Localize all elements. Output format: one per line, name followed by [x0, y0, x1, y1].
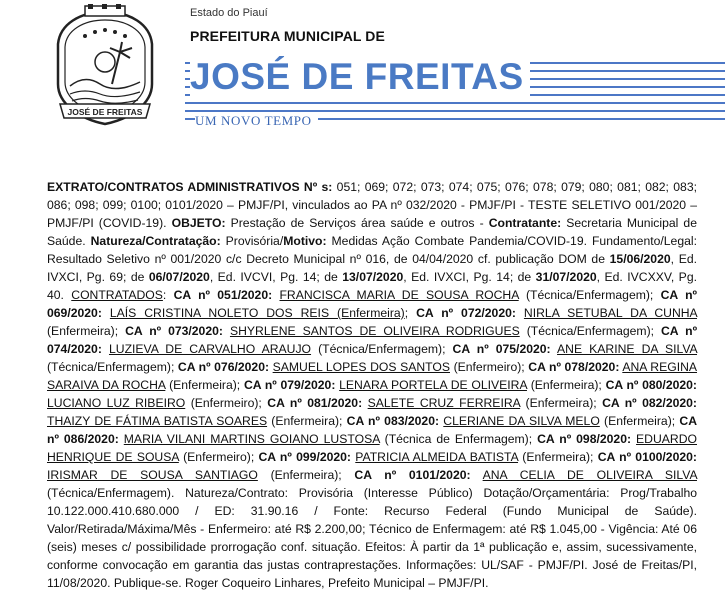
text-span: (Técnica/Enfermagem). Natureza/Contrato: Provisória (Interesse Público) Dotação/Orçamentária: Prog/Trabalho 10.122.000.410.680.000 / ED: 31.90.16 / Fonte: Recurso Federal (Fundo Municipal de Saúde). Valor/Retirada/Máxima/Mês - Enfermeiro: até R$ 2.200,00; Técnico de Enfermagem: até R$ 1.045,00 - Vigência: Até 06 (seis) meses c/ possibilidade prorrogação conf. situação. Efeitos: À partir da 1ª publicação e, assim, sucessivamente, conforme convocação em garantia das justas contraprestações. Informações: UL/SAF - PMJF/PI. José de Freitas/PI, 11/08/2020. Publique-se. Roger Coqueiro Linhares, Prefeito Municipal – PMJF/PI.	[47, 486, 697, 590]
contract-number: CA nº 099/2020:	[258, 450, 351, 464]
contract-extract-text	[47, 178, 697, 592]
date-bold: 13/07/2020	[342, 270, 404, 284]
contract-number: CA nº 081/2020:	[267, 396, 363, 410]
contractor-name: NIRLA SETUBAL DA CUNHA	[523, 306, 698, 320]
text-span: Provisória/	[220, 234, 284, 248]
date-bold: 31/07/2020	[535, 270, 597, 284]
date-bold: 15/06/2020	[609, 252, 671, 266]
text-span: (Enfermeira);	[526, 378, 606, 392]
contract-number: CA nº 0101/2020:	[354, 468, 471, 482]
contractor-name: ANA REGINA SARAIVA DA ROCHA	[47, 360, 698, 392]
contractor-name: LUZIEVA DE CARVALHO ARAUJO	[108, 342, 312, 356]
municipal-seal-icon	[50, 4, 160, 129]
contractor-name: ANA CELIA DE OLIVEIRA SILVA	[482, 468, 697, 482]
contract-number: CA nº 086/2020:	[47, 414, 697, 446]
text-span: , Ed. IVXCI, Pg. 14; de	[403, 270, 536, 284]
text-span: (Enfermeira);	[165, 378, 244, 392]
text-span: (Enfermeiro);	[178, 450, 259, 464]
contractor-name: IRISMAR DE SOUSA SANTIAGO	[47, 468, 258, 482]
prefecture-title: PREFEITURA MUNICIPAL DE	[190, 28, 385, 44]
document-header	[0, 0, 725, 150]
state-name: Estado do Piauí	[190, 7, 268, 19]
slogan: UM NOVO TEMPO	[195, 113, 318, 129]
label-contratados: CONTRATADOS	[71, 288, 163, 302]
text-span: , Ed. IVCXXV, Pg. 40.	[47, 270, 697, 302]
text-span: (Técnica de Enfermagem);	[379, 432, 538, 446]
text-span: (Técnica/Enfermagem);	[519, 324, 661, 338]
text-span: (Enfermeiro);	[185, 396, 268, 410]
text-span: Medidas Ação Combate Pandemia/COVID-19. Fundamento/Legal: Resultado Seletivo nº 001/2020 c/c Decreto Municipal nº 016, de 04/04/2020 cf. publicação DOM de	[47, 234, 697, 266]
text-span: , Ed. IVCVI, Pg. 14; de	[209, 270, 343, 284]
contract-number: CA nº 080/2020:	[605, 378, 697, 392]
contract-number: CA nº 076/2020:	[177, 360, 270, 374]
text-span	[223, 324, 230, 338]
contract-number: CA nº 075/2020:	[452, 342, 551, 356]
text-span: (Enfermeira);	[267, 414, 347, 428]
text-span: (Enfermeira);	[520, 396, 603, 410]
contractor-name: LAÍS CRISTINA NOLETO DOS REIS (Enfermeira)	[109, 306, 405, 320]
contract-number: CA nº 098/2020:	[537, 432, 632, 446]
contract-number: CA nº 069/2020:	[47, 288, 697, 320]
text-span: (Enfermeira);	[257, 468, 355, 482]
label-motivo: Motivo:	[283, 234, 327, 248]
text-span	[471, 468, 483, 482]
text-span	[102, 306, 110, 320]
contract-number: CA nº 051/2020:	[173, 288, 273, 302]
text-span: (Enfermeiro);	[450, 360, 529, 374]
contractor-name: PATRICIA ALMEIDA BATISTA	[355, 450, 519, 464]
label-contratante: Contratante:	[488, 216, 562, 230]
contractor-name: THAIZY DE FÁTIMA BATISTA SOARES	[47, 414, 268, 428]
text-span: (Técnica/Enfermagem);	[47, 360, 178, 374]
text-span: :	[162, 288, 174, 302]
contract-number: CA nº 072/2020:	[416, 306, 516, 320]
contractor-name: SAMUEL LOPES DOS SANTOS	[272, 360, 450, 374]
contractor-name: SHYRLENE SANTOS DE OLIVEIRA RODRIGUES	[229, 324, 520, 338]
contractor-name: MARIA VILANI MARTINS GOIANO LUSTOSA	[123, 432, 380, 446]
contract-number: CA nº 079/2020:	[243, 378, 336, 392]
text-span	[516, 306, 524, 320]
text-span: (Técnica/Enfermagem);	[311, 342, 453, 356]
contract-number: CA nº 073/2020:	[125, 324, 223, 338]
text-span: (Enfermeira);	[47, 324, 126, 338]
text-span: Prestação de Serviços área saúde e outros -	[225, 216, 489, 230]
contractor-name: ANE KARINE DA SILVA	[557, 342, 698, 356]
label-objeto: OBJETO:	[171, 216, 226, 230]
contract-number: CA nº 083/2020:	[346, 414, 440, 428]
contractor-name: CLERIANE DA SILVA MELO	[443, 414, 600, 428]
text-span	[102, 342, 109, 356]
text-span: (Enfermeira);	[599, 414, 680, 428]
contract-number: CA nº 082/2020:	[602, 396, 697, 410]
contractor-name: FRANCISCA MARIA DE SOUSA ROCHA	[279, 288, 519, 302]
contractor-name: LENARA PORTELA DE OLIVEIRA	[339, 378, 527, 392]
seal-ribbon-text: JOSÉ DE FREITAS	[67, 107, 143, 117]
contractor-name: SALETE CRUZ FERREIRA	[367, 396, 521, 410]
contract-number: CA nº 0100/2020:	[597, 450, 697, 464]
text-span: (Técnica/Enfermagem);	[518, 288, 661, 302]
text-span: 051; 069; 072; 073; 074; 075; 076; 078; 079; 080; 081; 082; 083; 086; 098; 099; 0100; 0101/2020 – PMJF/PI, vinculados ao PA nº 032/2020 - PMJF/PI - TESTE SELETIVO 001/2020 – PMJF/PI (COVID-19).	[47, 180, 697, 230]
contractor-name: EDUARDO HENRIQUE DE SOUSA	[47, 432, 697, 464]
text-span: ;	[404, 306, 417, 320]
text-span: Secretaria Municipal de Saúde.	[47, 216, 697, 248]
contract-number: CA nº 074/2020:	[47, 324, 698, 356]
doc-heading: EXTRATO/CONTRATOS ADMINISTRATIVOS Nº s:	[47, 180, 333, 194]
contractor-name: LUCIANO LUZ RIBEIRO	[47, 396, 186, 410]
contract-number: CA nº 078/2020:	[528, 360, 620, 374]
label-natureza: Natureza/Contratação:	[90, 234, 221, 248]
city-name: JOSÉ DE FREITAS	[190, 56, 530, 98]
date-bold: 06/07/2020	[148, 270, 210, 284]
text-span: , Ed. IVXCI, Pg. 69; de	[47, 252, 697, 284]
text-span: (Enfermeira);	[518, 450, 598, 464]
